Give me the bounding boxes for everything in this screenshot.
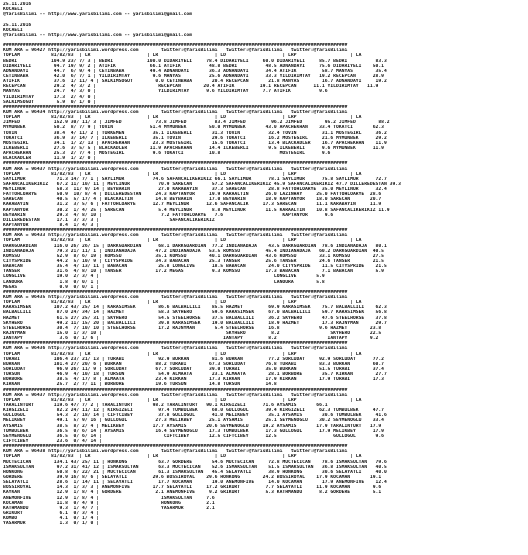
- text-line: TOPLAM 81/82/83 | LR | LR | LD | LRP | LA: [3, 397, 362, 403]
- section-separator: ##########################################################################################################################: [3, 161, 348, 167]
- text-line: SAFANCALIKERIKIZ 67.2 11/ 10/ 11 | MEYLINUR 70.9 SARECAN 57.2 SAFANCALIKERIKIZ 45.9 SAFANCALIKERIKIZ 47.7 DILLEREDESTAN 39.3: [3, 181, 401, 187]
- text-line: TOPLAM 81/82/83 | LR | LR | LD | LRP | LA: [3, 300, 362, 306]
- text-line: SAYLIMUR 71.3 14/ 7/ 1 | SAYLIMUR 74.6 SAFANCALIKERIKIZ 66.1 SAYLIMUR 78.1 SAYLIMUR 75.8 SAYLIMUR 72.7: [3, 176, 387, 182]
- race-header-line: KUM ARA = 96434 http://yarisbilimi.wordpress.com twitter:@YarisBilimi twitter:@YarisBilimi twitter:@YarisBilimi: [3, 109, 348, 115]
- text-line: SARECAN 40.5 5/ 17/ 4 | BLACKALTIN 14.8 BEYBARIN 17.0 BEYBARIN 18.9 KAPTANYOR 18.0 SARECAN 20.7: [3, 197, 382, 203]
- text-line: BLACKADLER 11.9 1/ 2/ 0 |: [3, 156, 97, 162]
- race-header-line: KUM ARA = 96437 http://yarisbilimi.wordpress.com twitter:@YarisBilimi twitter:@YarisBilimi twitter:@YarisBilimi: [3, 392, 348, 398]
- text-line: SELAYATLI 28.6 1/ 14/ 11 | SELAYATLI 17.7 KOCAMAN 19.0 ANEMONFIVE 14.0 KOCAMAN 17.9 ANEMONFIVE 12.4: [3, 480, 387, 486]
- text-line: BALBALLILI 87.0 24/ 34/ 14 | HAZMET 58.3 SKYHERO 59.6 KARASIMSEK 67.0 BALBALLILI 59.7 KARASIMSEK 56.8: [3, 310, 387, 316]
- text-line: LANOURA 1.8 0/ 0/ 1 | LANOURA 5.8: [3, 279, 325, 285]
- text-line: FATTOHLOARYE 50.9 10/ 8/ 4 | DILLEREDESTAN 24.3 KAPTANYOR 19.9 KARAALTIN 26.0 LAZINHAY 25.0 FATTOHLOARYE 28.6: [3, 192, 382, 198]
- race-header-line: KUM ARA = 96436 http://yarisbilimi.wordpress.com twitter:@YarisBilimi twitter:@YarisBilimi twitter:@YarisBilimi: [3, 346, 348, 352]
- text-line: @YarisBilimi -- http://www.yarisbilimi.com -- yarisbilimi@gmail.com: [3, 32, 193, 38]
- text-line: ILKEBERLI 27.6 3/ 5/ 5 | BLACKADLER 11.9 APACHEKHAN 14.4 ILKEBERLI 9.5 ILKEBERLI 9.6 MYMUNBEK 11.9: [3, 145, 384, 151]
- text-line: TOVIN 38.4 4/ 11/ 2 | TURKEMEN 35.1 ILKEBERLI 31.3 TOVIN 32.4 TOVIN 31.1 MOSTEGIRL 36.2: [3, 130, 387, 136]
- text-line: SEYMENOGLU 36.5 0/ 6/ 14 | CIFTCIBEY 12.5 CIFTCIBEY 12.5 GULLOGUL 9.6: [3, 433, 384, 439]
- race-header-line: KUM ARA = 96438 http://yarisbilimi.wordpress.com twitter:@YarisBilimi twitter:@YarisBilimi twitter:@YarisBilimi: [3, 449, 348, 455]
- race-header-line: KUM ARA = 96437 http://yarisbilimi.wordpress.com twitter:@YarisBilimi twitter:@YarisBilimi twitter:@YarisBilimi: [3, 166, 348, 172]
- text-line: KARASIMSEK 107.2 43/ 25/ 14 | KARASIMSEK 86.6 BALBALLILI 85.5 HAZMET 69.9 KARASIMSEK 75.7 BALBALLILI 62.3: [3, 305, 387, 311]
- text-line: BABACAN 35.4 4/ 13/ 11 | BABACAN 25.8 LONGLIVE 18.5 BABACAN 24.0 CITYSPRIDE 11.5 CITYSPRIDE 21.5: [3, 264, 387, 270]
- text-line: KOCAELI: [3, 7, 23, 13]
- section-separator: ##########################################################################################################################: [3, 387, 348, 393]
- text-line: TANSER 31.6 4/ 8/ 10 | TANSER 17.2 MEGAS 9.3 KOMSSU 17.3 BABACAN 7.1 BABACAN 5.9: [3, 269, 384, 275]
- text-line: INDIANADAJA 79.3 21/ 11/ 1 | INDIANADAJA 47.2 INDIANADAJA 53.5 ROMSSU 45.4 INDIANADAJA 60.2 DARKGUARDIAN 40.5: [3, 248, 384, 254]
- text-line: KOCAELI: [3, 27, 23, 33]
- text-line: GRIKURT 6.1 0/ 3/ 4 |: [3, 510, 99, 516]
- text-line: GULLOGUL 54.3 2/ 18/ 14 | CIFTCIBEY 37.8 GULLOGUL 41.0 MELIKBEY 35.1 AYSAMIS 30.6 TUMBULBEK 41.6: [3, 413, 387, 419]
- text-line: TOPLAM 81/82/83 | LR | LR | LD | LRP | LA: [3, 454, 362, 460]
- text-line: MUCTECICAN 134.1 43/ 25/ 11 | HONKONG 63.7 GORDERE 54.6 MUCTECICAN 72.8 MUCTECICAN 78.6 ISMAKSULTAN 79.6: [3, 459, 387, 465]
- text-line: YILDIRIMTAY 17.3 2/ 4/ 0 |: [3, 94, 97, 100]
- race-header-line: KUM ARA = 96433 http://yarisbilimi.wordpress.com twitter:@YarisBilimi twitter:@YarisBilimi twitter:@YarisBilimi: [3, 233, 348, 239]
- text-line: TOPLAM 81/82/83 | LR | LR | LD | LRP | LA: [3, 238, 362, 244]
- text-line: MEYLINUR 58.3 11/ 9/ 14 | BEYBARIN 27.0 KARABAYIN 37.3 SARECAN 28.8 FATTOHLOARYE 35.0 MEYLINUR 32.4: [3, 187, 387, 193]
- text-line: ISMAKSULTAN 97.2 31/ 41/ 12 | ISMAKSULTAN 63.3 MUCTECICAN 52.6 ISMAKSULTAN 51.5 ISMAKSULTAN 36.8 ISMAKSULTAN 40.5: [3, 464, 387, 470]
- text-line: APACHEKHAN 25.3 2/ 7/ 4 | MOSTEGIRL 9.6 TOKATCI 10.8 MOSTEGIRL 9.6: [3, 151, 331, 157]
- section-separator: ##########################################################################################################################: [3, 104, 348, 110]
- text-line: MYMUNBEK 50.2 8/ 7/ 9 | TOVIN 51.4 MYMUNBEK 50.0 MYMUNBEK 43.0 APACHEKHAN 33.4 TOKATCI 62.3: [3, 125, 384, 131]
- text-line: KIRKAN 25.7 2/ 7/ 11 | BORBORE 19.6 TURSUN 14.8 TURSUN 14.8: [3, 382, 277, 388]
- text-line: HONKONG 50.8 6/ 22/ 21 | MUCTECICAN 61.3 ISMAKSULTAN 45.4 SELAYATLI 38.9 HONKONG 30.6 SELAYATLI 40.0: [3, 469, 387, 475]
- text-line: DIDARIYELI 94.7 19/ 9/ 2 | ATIFIK 66.1 ATIFIK 48.8 BEDRI 48.5 ADNANDAYI 75.6 DIDARIYELI 50.1: [3, 63, 384, 69]
- text-line: AYSAMIS 38.5 8/ 2/ 4 | MELIKBEY 17.7 AYSAMIS 20.6 SEYMENOGLU 19.2 AYSAMIS 17.9 TARALINTURT 17.9: [3, 423, 382, 429]
- text-line: ADNANDAYI 44.7 6/ 9/ 4 | CETINBABA 49.4 ADNANDAYI 36.3 ADNANDAYI 34.4 ATIFIK 58.7 MANYAS 35.4: [3, 68, 387, 74]
- text-line: BOSSIROYAL 14.3 1/ 3/ 3 | ANEMONFIVE 17.7 SELAYATLI 17.2 GRIKURT 7.7 SELAYATLI 11.9 KOCAMAN 9.6: [3, 485, 382, 491]
- text-line: GORDERE 39.9 16/ 8/ 6 | SELAYATLI 29.6 BOSSIROYAL 29.6 HONKONG 24.2 BOSSIROYAL 17.9 KOCAMAN 19.1: [3, 474, 382, 480]
- text-line: KOMSSU 52.9 8/ 6/ 19 | KOMSSU 35.1 KOMSSU 40.1 DARKGUARDIAN 43.6 KOMSSU 33.1 KOMSSU 27.5: [3, 253, 384, 259]
- text-line: TOPLAM 81/82/83 | LR | LR | LD | LRP | LA: [3, 351, 362, 357]
- text-line: BEYBARIN 29.3 4/ 8/ 10 | 7.2 FATTOHLOARYE 7.6 KAPTANYOR 9.6: [3, 212, 334, 218]
- text-line: KAPTANYOR 8.4 1/ 4/ 3 |: [3, 223, 99, 229]
- race-header-line: KUM ARA = 96435 http://yarisbilimi.wordpress.com twitter:@YarisBilimi twitter:@YarisBilimi twitter:@YarisBilimi: [3, 295, 348, 301]
- text-line: CETINBABA 42.0 6/ 7/ 1 | YILDIRIMTAY 9.6 MANYAS 25.6 ADNANDAYI 33.3 YILDIRIMTAY 19.2 RECEPCAN 28.9: [3, 73, 384, 79]
- text-line: TOPLAM 81/82/83 | LR | LR | LD | LRP | LA: [3, 115, 362, 121]
- race-header-line: KUM ARA = 96427 http://yarisbilimi.wordpress.com twitter:@YarisBilimi twitter:@YarisBilimi twitter:@YarisBilimi: [3, 48, 348, 54]
- text-line: IANTAPY 3.6 0/ 1/ 6 | IANTAPY 8.2 IANTAPY 9.2: [3, 336, 379, 342]
- text-line: BORBORE 38.5 4/ 17/ 8 | ALMAATA 23.4 KIRKAN 17.3 KIRKAN 17.9 KIRKAN 17.9 TURABI 17.3: [3, 377, 384, 383]
- text-line: KAYKAN 12.9 1/ 8/ 4 | GORDERE 2.1 ANEMONFIVE 9.2 GRIKURT 5.3 KATHMANDU 8.2 GORDERE 5.1: [3, 490, 382, 496]
- text-line: ANEMONFIVE 12.9 1/ 8/ 4 | ISMAKSULTAN 7.6: [3, 495, 215, 501]
- text-line: MOSTEGIRL 34.1 1/ 2/ 13 | APACHEKHAN 23.3 MOSTEGIRL 15.6 TOKATCI 13.4 BLACKADLER 16.7 APACHEKHAN 11.9: [3, 140, 387, 146]
- text-line: TUMBULBEK 36.5 0/ 6/ 14 | AYSAMIS 16.4 SEYMENOGLU 17.3 TUMBULBEK 17.3 GULLOGUL 17.9 MELIKBEY 17.9: [3, 428, 384, 434]
- text-line: RECEPCAN 29.2 4/ 3/ 2 | RECEPCAN 20.4 ATIFIK 19.1 RECEPCAN 11.1 YILDIRIMTAY 11.9: [3, 84, 379, 90]
- text-line: KAPTANYOR 30.2 1/ 4/ 25 | SARECAN 5.4 MEYLINUR 8.8 MEYLINUR 11.5 KARAALTIN 10.8 SAFANCALIKERIKIZ 11.9: [3, 207, 390, 213]
- text-line: RAJNYMAN 15.0 1/ 3/ 10 | SKYHERO 8.2 SKYHERO 22.5: [3, 331, 382, 336]
- text-line: TARALINTURT 119.6 47/ 7/ 2 | TARALINTURT 98.2 TARALINTURT 90.1 KIRGIZELI 71.6 AYSAMIS 66.1: [3, 402, 328, 408]
- text-line: JIMFED 152.9 30/ 11/ 3 | JIMFED 73.8 JIMFED 83.4 JIMFED 96.2 JIMFED 95.2 JIMFED 88.2: [3, 120, 390, 126]
- text-line: MELIKBEY 49.1 5/ 9/ 16 | GULLOGUL 27.3 MELIKBEY 25.1 AYSAMIS 25.1 SEYMENOGLU 30.2 SEYMENOGLU 33.4: [3, 418, 384, 424]
- text-line: YASARMUR 1.3 0/ 1/ 0 |: [3, 521, 99, 527]
- text-line: KOMBO 4.1 0/ 1/ 4 |: [3, 516, 99, 522]
- text-line: TOPLAM 81/82/83 | LR | LR | LD | LRP | LA: [3, 53, 362, 59]
- text-line: HAZMET 61.5 27/ 25/ 31 | SKYHERO 54.5 STEELHORSE 37.5 BALBALLILI 36.2 SKYHERO 47.6 STEELHORSE 37.8: [3, 315, 387, 321]
- text-line: ATIFIK 37.6 1/ 11/ 4 | SALKIMSOGUT 0.0 CETINBABA 20.4 RECEPCAN 21.8 MANYAS 16.7 ADNANDAYI 19.2: [3, 79, 387, 85]
- text-line: TOPLAM 81/82/83 | LR | LR | LD | LRP | LA: [3, 171, 362, 177]
- text-line: MEGAS 0.9 0/ 0/ 1 |: [3, 284, 99, 290]
- text-line: TURABI 106.4 23/ 21/ 13 | TURABI 92.9 BURKAN 81.6 BURKAN 77.2 SORLUDAT 92.9 SORLUDAT 77.2: [3, 356, 384, 362]
- text-line: DARKGUARDIAN 116.0 26/ 26/ 15 | DARKGUARDIAN 68.1 DARKGUARDIAN 77.2 INDIANADAJA 43.5 DARKGUARDIAN 78.6 INDIANADAJA 80.1: [3, 243, 387, 249]
- text-line: KIRGIZELI 82.2 24/ 11/ 12 | KIRGIZELI 97.4 TUMBULBEK 68.0 GULLOGUL 39.4 KIRGIZELI 62.3 TUMBULBEK 47.7: [3, 408, 384, 414]
- section-separator: ##########################################################################################################################: [3, 289, 348, 295]
- text-line: STEELHORSE 30.4 7/ 10/ 10 | STEELHORSE 17.2 RAJNYMAN 5.4 STEELHORSE 16.8 9.6 HAZMET 23.8: [3, 325, 382, 331]
- section-separator: ##########################################################################################################################: [3, 444, 348, 450]
- text-line: @YarisBilimi -- http://www.yarisbilimi.com -- yarisbilimi@gmail.com: [3, 12, 193, 18]
- section-separator: ##########################################################################################################################: [3, 43, 348, 49]
- text-line: BEDRI 104.9 23/ 7/ 3 | BEDRI 100.0 DIDARIYELI 78.4 DIDARIYELI 60.0 DIDARIYELI 85.7 BEDRI 83.3: [3, 58, 387, 64]
- text-line: TOKATCI 36.9 3/ 14/ 7 | ILKEBERLI 35.1 TOVIN 29.6 TOKATCI 16.2 MOSTEGIRL 21.6 MYMUNBEK 29.2: [3, 135, 387, 141]
- text-line: CIFTCIBEY 23.6 0/ 4/ 14 |: [3, 438, 102, 444]
- text-line: KARABAYIN 31.2 3/ 5/ 6 | FATTOHLOARYE 12.7 MEYLINUR 12.6 SAFANCALIK 17.3 SARECAN 11.1 KARABAYIN 11.9: [3, 202, 382, 208]
- text-line: 25.11.2016: [3, 22, 32, 28]
- text-line: KOCAMAN 11.8 0/ 4/ 9 | HONKONG 2.1: [3, 500, 215, 506]
- text-line: LONGLIVE 19.0 2/ 3/ 4 | LONGLIVE 5.9: [3, 274, 325, 280]
- text-line: KATHMANDU 9.3 1/ 4/ 7 | YASARMUR 2.1: [3, 505, 215, 511]
- text-line: 25.11.2016: [3, 2, 32, 7]
- text-line: SALKIMSOGUT 5.9 0/ 1/ 0 |: [3, 99, 97, 105]
- section-separator: ##########################################################################################################################: [3, 228, 348, 234]
- text-line: SORLUDAT 96.9 26/ 11/ 9 | SORLUDAT 67.7 SORLUDAT 39.0 TURABI 35.0 BURKAN 51.5 TURABI 37.4: [3, 366, 384, 372]
- section-separator: ##########################################################################################################################: [3, 341, 348, 347]
- text-line: MANYAS 24.7 4/ 3/ 0 | YILDIRIMTAY 9.6 YILDIRIMTAY 7.7 ATIFIK 9.6: [3, 89, 328, 95]
- text-line: SKYHERO 49.2 11/ 15/ 20 | BALBALLILI 39.8 KARASIMSEK 19.0 BALBALLILI 18.9 HAZMET 17.3 RAJNYMAN 29.7: [3, 320, 387, 326]
- text-line: DILLEREDESTAN 17.1 3/ 3/ 3 | SAFANCALIKERIKIZ: [3, 217, 215, 223]
- text-line: CITYSPRIDE 44.2 5/ 10/ 9 | CITYSPRIDE 34.3 BABACAN 25.3 TANSER 25.6 TANSER 24.6 TANSER 21.5: [3, 259, 384, 265]
- text-line: TURSUN 46.9 4/ 10/ 18 | TURSUN 54.9 ALMAATA 23.1 ALMAATA 28.1 BORBORE 35.7 KIRKAN 27.7: [3, 372, 387, 378]
- text-line: BURKAN 101.4 27/ 20/ 6 | BURKAN 88.2 TURABI 67.3 SORLUDAT 76.8 TURABI 83.3 BURKAN 60.7: [3, 361, 384, 367]
